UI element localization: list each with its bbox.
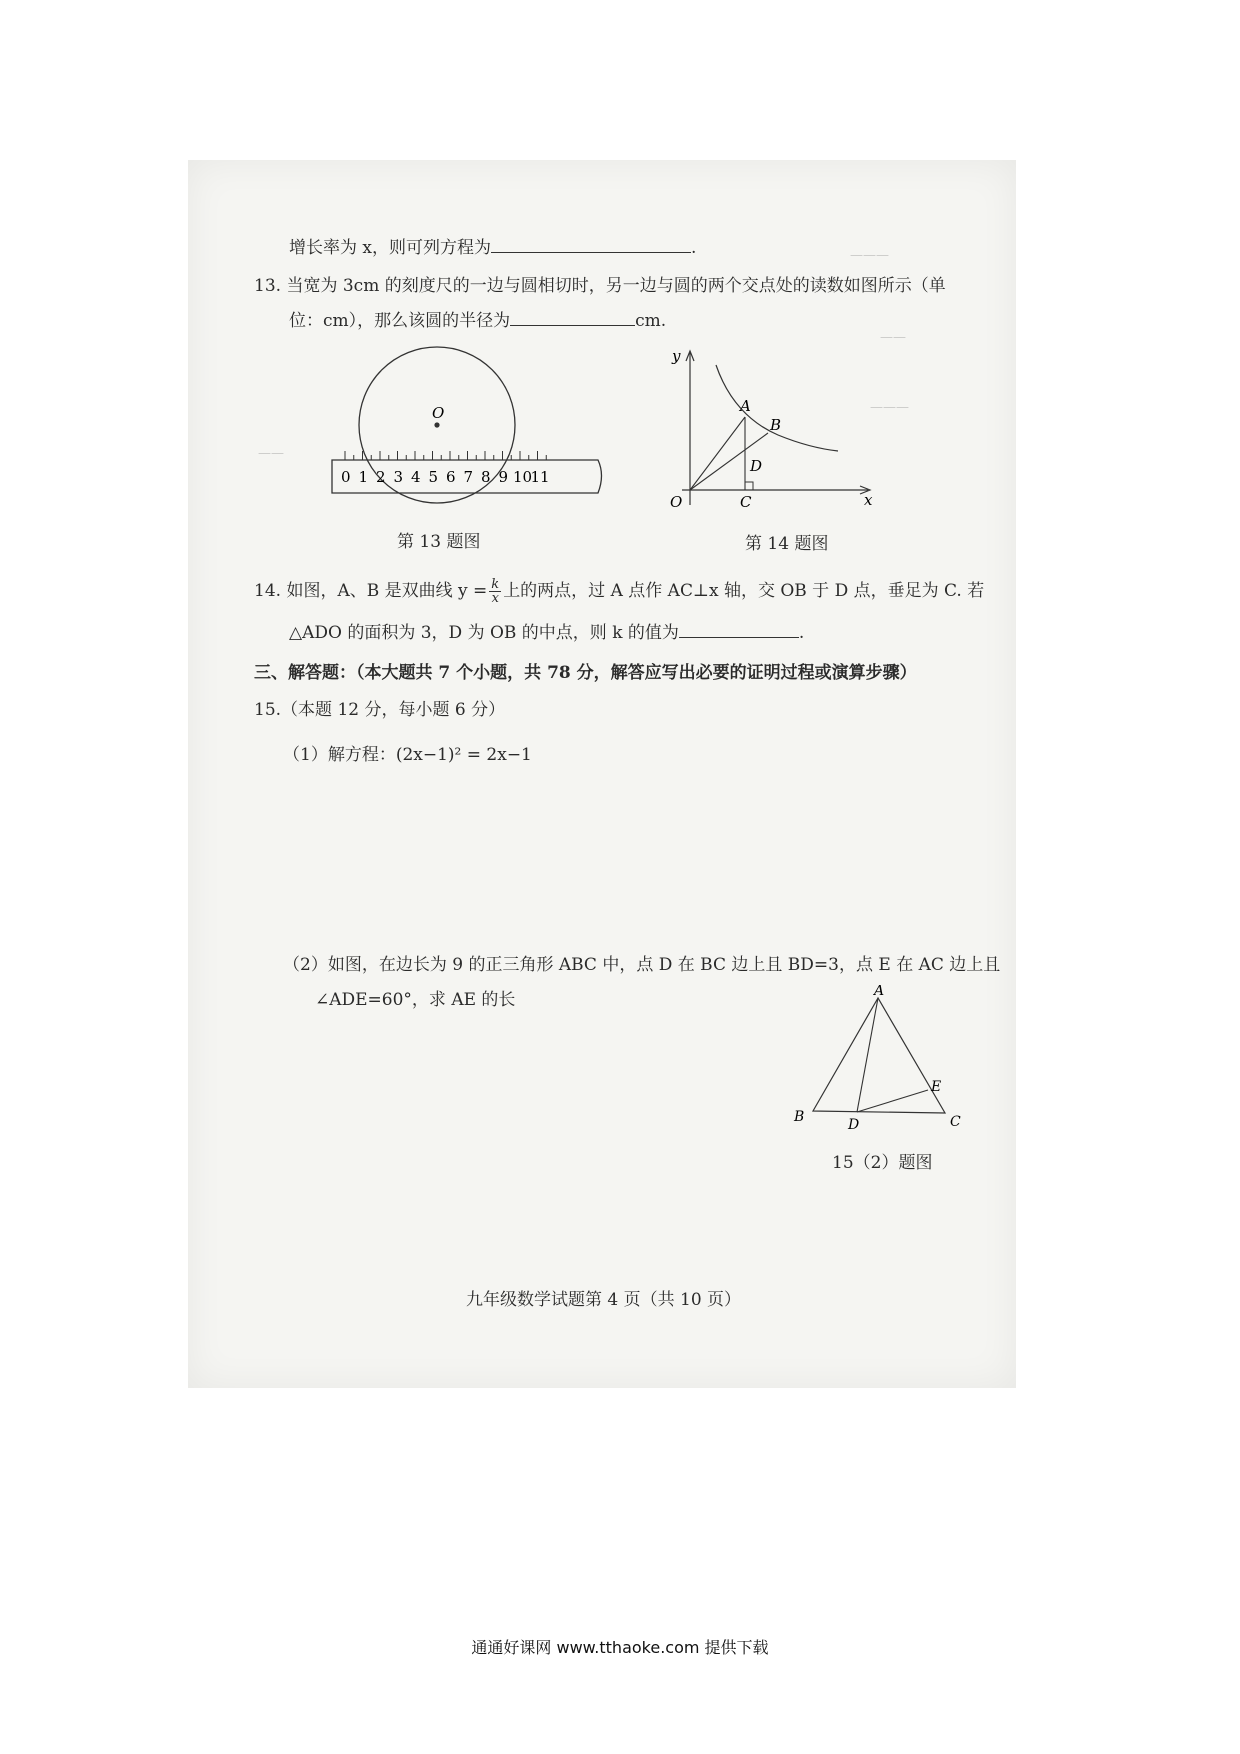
label-a: A (874, 985, 885, 999)
label-b: B (770, 416, 782, 434)
triangle-abc (813, 998, 945, 1113)
label-c: C (950, 1114, 961, 1130)
q13-unit: cm. (635, 311, 667, 331)
figure-13-caption-text: 第 13 题图 (397, 532, 481, 552)
figure-14-caption-text: 第 14 题图 (745, 534, 829, 554)
bleed-through-mark: —— (258, 446, 284, 461)
ruler-label: 7 (463, 468, 474, 486)
site-footer: 通通好课网 www.tthaoke.com 提供下载 (471, 1638, 769, 1657)
bleed-through-mark: ——— (850, 248, 889, 263)
answer-blank[interactable] (491, 236, 691, 253)
q13-line2 (289, 309, 666, 331)
label-d: D (750, 457, 763, 475)
q14-text-1b: 上的两点，过 A 点作 AC⊥x 轴，交 OB 于 D 点，垂足为 C. 若 (503, 581, 985, 601)
q14-number: 14. (254, 581, 282, 601)
section-3-heading: 三、解答题：（本大题共 7 个小题，共 78 分，解答应写出必要的证明过程或演算步骤） (254, 663, 917, 683)
ruler-label: 6 (446, 468, 456, 486)
q13-number: 13. (254, 276, 282, 296)
ruler-label: 9 (498, 468, 509, 486)
q12-text: 增长率为 x，则可列方程为 (289, 238, 491, 258)
answer-blank[interactable] (510, 309, 635, 326)
segment-de (857, 1090, 928, 1112)
figure-15-2 (790, 985, 990, 1145)
circle-center-dot (434, 422, 439, 427)
label-e: E (931, 1079, 942, 1095)
hyperbola-curve (716, 365, 838, 451)
page-footer: 九年级数学试题第 4 页（共 10 页） (466, 1290, 742, 1310)
label-o: O (670, 493, 683, 511)
ruler-label: 4 (411, 468, 421, 486)
q15-header: 15.（本题 12 分，每小题 6 分） (254, 700, 506, 720)
q12-end: . (691, 238, 697, 258)
ruler-label: 5 (428, 468, 439, 486)
bleed-through-mark: ——— (870, 400, 909, 415)
fraction-numerator: k (491, 577, 500, 592)
ruler-label: 8 (481, 468, 491, 486)
q15-part1: （1）解方程：(2x−1)² = 2x−1 (283, 745, 532, 765)
ruler-label: 1 (358, 468, 369, 486)
label-c: C (740, 493, 752, 511)
circle-center-label: O (432, 404, 445, 422)
q14-line2 (289, 621, 804, 643)
q13-text-2: 位：cm），那么该圆的半径为 (289, 311, 511, 331)
q14-text-1a: 如图，A、B 是双曲线 y = (286, 581, 488, 601)
ruler-label: 3 (393, 468, 404, 486)
fraction-denominator: x (491, 591, 499, 606)
q14-end: . (798, 623, 805, 643)
right-angle-mark (745, 482, 753, 490)
ruler-label: 11 (530, 468, 550, 486)
figure-15-caption-text: 15（2）题图 (832, 1153, 933, 1173)
q13-text-1: 当宽为 3cm 的刻度尺的一边与圆相切时，另一边与圆的两个交点处的读数如图所示（单 (286, 276, 946, 296)
label-x: x (864, 491, 873, 509)
figure-13 (330, 345, 630, 530)
ruler-ticks (345, 451, 546, 460)
q14-text-2: △ADO 的面积为 3，D 为 OB 的中点，则 k 的值为 (289, 623, 679, 643)
ruler-label: 2 (376, 468, 386, 486)
label-d: D (848, 1117, 860, 1133)
figure-14 (660, 345, 880, 515)
q15-part2-line1: （2）如图，在边长为 9 的正三角形 ABC 中，点 D 在 BC 边上且 BD=3，点 E 在 AC 边上且 (283, 955, 1001, 975)
q13-line1 (254, 276, 946, 296)
bleed-through-mark: —— (880, 330, 906, 345)
answer-blank[interactable] (679, 621, 799, 638)
label-b: B (794, 1109, 805, 1125)
segment-oa (690, 417, 745, 490)
q15-part2-line2: ∠ADE=60°，求 AE 的长 (315, 990, 516, 1010)
label-y: y (672, 347, 681, 365)
ruler-label: 10 (513, 468, 533, 486)
q14-line1 (254, 578, 984, 605)
ruler-label: 0 (341, 468, 351, 486)
label-a: A (740, 397, 751, 415)
ruler-labels (341, 468, 550, 486)
q12-tail (289, 236, 696, 258)
fraction-k-over-x (489, 578, 501, 605)
